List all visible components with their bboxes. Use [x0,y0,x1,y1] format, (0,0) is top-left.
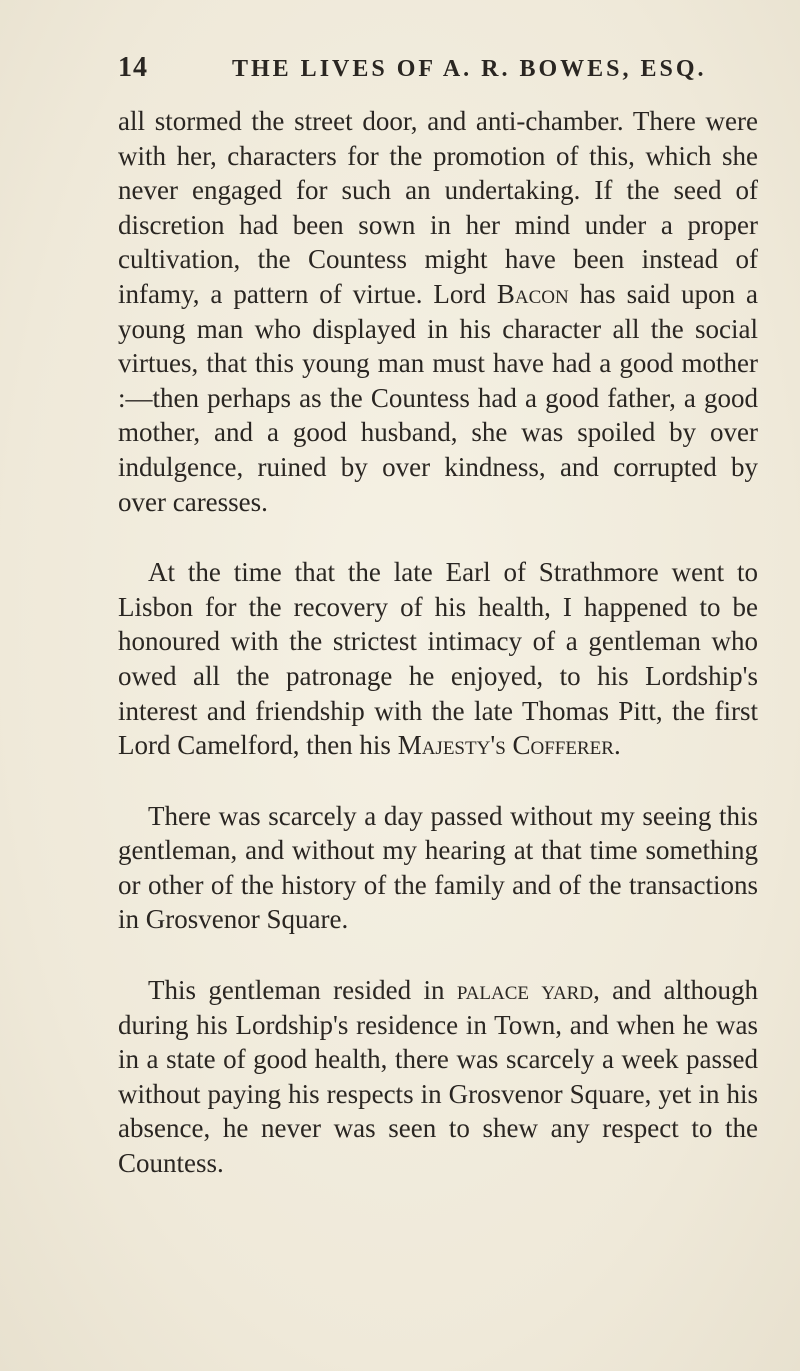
running-title: THE LIVES OF A. R. BOWES, ESQ. [232,56,707,82]
paragraph-2 [118,555,758,763]
small-caps-place-palace-yard: palace yard [456,975,594,1006]
paragraph-1 [118,104,758,519]
text-segment: At the time that the late Earl of Strathmore went to Lisbon for the recovery of his health, I happened to be honoured with the strictest intimacy of a gentleman who owed all the patronage he enjoyed, to his Lordship's interest and friendship with the late Thomas Pitt, the first Lord Camelford, then his [118,557,758,761]
running-head [118,52,758,92]
paragraph-3 [118,799,758,937]
text-segment: all stormed the street door, and anti-chamber. There were with her, characters for the promotion of this, which she never engaged for such an undertaking. If the seed of discretion had been sown in her mind under a proper cultivation, the Countess might have been instead of infamy, a pattern of virtue. Lord [118,106,758,309]
small-caps-title-majestys-cofferer: Majesty's Cofferer [397,730,614,761]
paragraph-4 [118,973,758,1181]
text-segment: This gentleman resided in [148,975,457,1006]
body-text [118,104,758,1181]
page-number: 14 [118,52,148,83]
text-segment: There was scarcely a day passed without my seeing this gentleman, and without my hearing at that time something or other of the history of the family and of the transactions in Grosvenor Square. [118,800,758,935]
small-caps-name-bacon: Bacon [496,278,569,309]
text-segment: , and although during his Lordship's residence in Town, and when he was in a state of good health, there was scarcely a week passed without paying his respects in Grosvenor Square, yet in his absence, he never was seen to shew any respect to the Countess. [118,975,758,1179]
text-segment: has said upon a young man who displayed in his character all the social virtues, that this young man must have had a good mother :—then perhaps as the Countess had a good father, a good mother, and a good husband, she was spoiled by over indulgence, ruined by over kindness, and corrupted by over caresses. [118,278,759,517]
text-segment: . [613,730,621,761]
